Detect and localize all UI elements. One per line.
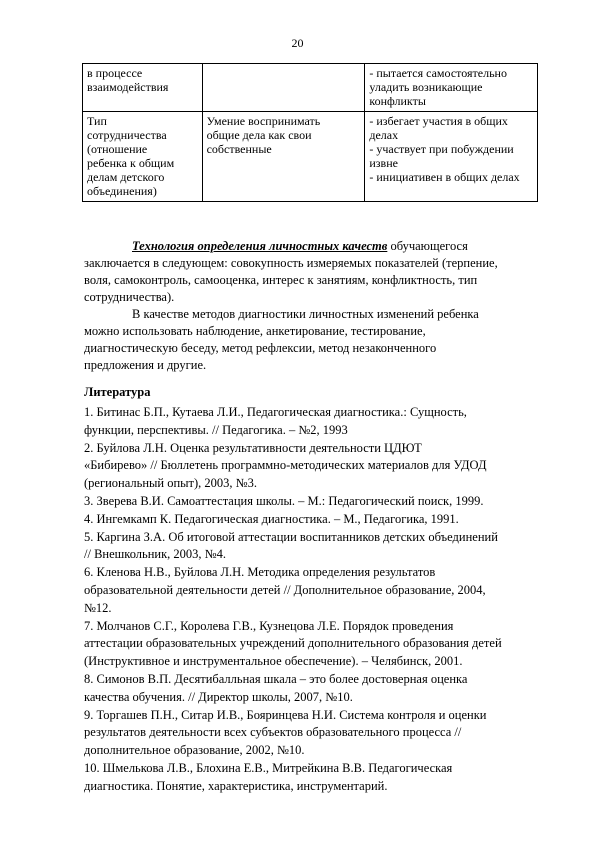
- cell-text: ребенка к общим: [87, 156, 175, 170]
- cell-text: взаимодействия: [87, 80, 169, 94]
- paragraph-line: можно использовать наблюдение, анкетирование, тестирование,: [84, 324, 426, 338]
- list-item: [84, 564, 556, 617]
- paragraph-line: сотрудничества).: [84, 290, 175, 304]
- table-cell: [365, 112, 538, 202]
- list-line: 9. Торгашев П.Н., Ситар И.В., Бояринцева Н.И. Система контроля и оценки: [84, 707, 487, 722]
- cell-text: - инициативен в общих делах: [369, 170, 520, 184]
- table-cell: [202, 112, 365, 202]
- list-item: [84, 404, 556, 440]
- list-line: дополнительное образование, 2002, №10.: [84, 743, 305, 758]
- list-line: диагностика. Понятие, характеристика, инструментарий.: [84, 778, 388, 793]
- list-line: // Внешкольник, 2003, №4.: [84, 547, 226, 562]
- list-line: 5. Каргина З.А. Об итоговой аттестации воспитанников детских объединений: [84, 529, 498, 544]
- cell-text: делах: [369, 128, 399, 142]
- list-line: аттестации образовательных учреждений дополнительного образования детей: [84, 636, 502, 651]
- list-line: 10. Шмелькова Л.В., Блохина Е.В., Митрейкина В.В. Педагогическая: [84, 760, 453, 775]
- cell-text: делам детского: [87, 170, 165, 184]
- table-row: [83, 64, 538, 112]
- list-item: [84, 760, 556, 796]
- cell-text: Умение воспринимать: [206, 114, 321, 128]
- table-cell: [83, 64, 203, 112]
- paragraph-line: диагностическую беседу, метод рефлексии, метод незаконченного: [84, 341, 437, 355]
- paragraph-text: В качестве методов диагностики личностных изменений ребенка: [132, 307, 479, 321]
- cell-text: конфликты: [369, 94, 426, 108]
- paragraph-line: воля, самоконтроль, самооценка, интерес к занятиям, конфликтность, тип: [84, 273, 478, 287]
- list-item: [84, 493, 556, 511]
- cell-text: извне: [369, 156, 398, 170]
- paragraph-line: заключается в следующем: совокупность измеряемых показателей (терпение,: [84, 256, 498, 270]
- cell-text: собственные: [206, 142, 272, 156]
- cell-text: Тип: [87, 114, 107, 128]
- paragraph-text: обучающегося: [387, 239, 468, 253]
- cell-text: в процессе: [87, 66, 143, 80]
- cell-text: - участвует при побуждении: [369, 142, 514, 156]
- table-cell: [365, 64, 538, 112]
- list-line: 3. Зверева В.И. Самоаттестация школы. – М.: Педагогический поиск, 1999.: [84, 493, 484, 508]
- table-cell: [202, 64, 365, 112]
- list-line: 6. Кленова Н.В., Буйлова Л.Н. Методика определения результатов: [84, 565, 436, 580]
- cell-text: общие дела как свои: [206, 128, 312, 142]
- list-line: 2. Буйлова Л.Н. Оценка результативности деятельности ЦДЮТ: [84, 440, 422, 455]
- list-item: [84, 707, 556, 760]
- list-line: (региональный опыт), 2003, №3.: [84, 476, 257, 491]
- list-line: (Инструктивное и инструментальное обеспечение). – Челябинск, 2001.: [84, 654, 463, 669]
- list-item: [84, 440, 556, 493]
- list-item: [84, 529, 556, 565]
- paragraph-line: [84, 238, 544, 255]
- paragraph-line: [84, 306, 544, 323]
- list-item: [84, 618, 556, 671]
- table-cell: [83, 112, 203, 202]
- table-row: [83, 112, 538, 202]
- qualities-table: [82, 63, 538, 202]
- paragraph-line: предложения и другие.: [84, 358, 207, 372]
- cell-text: - избегает участия в общих: [369, 114, 508, 128]
- literature-heading: Литература: [84, 385, 151, 399]
- list-line: результатов деятельности всех субъектов образовательного процесса //: [84, 725, 462, 740]
- list-line: качества обучения. // Директор школы, 2007, №10.: [84, 689, 353, 704]
- list-line: 8. Симонов В.П. Десятибалльная шкала – это более достоверная оценка: [84, 671, 468, 686]
- methods-paragraph: [84, 306, 544, 374]
- list-line: 4. Ингемкамп К. Педагогическая диагностика. – М., Педагогика, 1991.: [84, 511, 459, 526]
- cell-text: - пытается самостоятельно: [369, 66, 507, 80]
- literature-list: [84, 404, 556, 796]
- list-item: [84, 511, 556, 529]
- list-item: [84, 671, 556, 707]
- cell-text: (отношение: [87, 142, 148, 156]
- page-number: 20: [291, 36, 304, 50]
- technology-paragraph: [84, 238, 544, 306]
- cell-text: уладить возникающие: [369, 80, 483, 94]
- emphasized-term: Технология определения личностных качеств: [132, 239, 388, 253]
- cell-text: сотрудничества: [87, 128, 167, 142]
- list-line: №12.: [84, 600, 112, 615]
- list-line: 1. Битинас Б.П., Кутаева Л.И., Педагогическая диагностика.: Сущность,: [84, 405, 467, 419]
- list-line: функции, перспективы. // Педагогика. – №2, 1993: [84, 422, 348, 437]
- cell-text: объединения): [87, 184, 157, 198]
- list-line: «Бибирево» // Бюллетень программно-методических материалов для УДОД: [84, 458, 487, 473]
- list-line: образовательной деятельности детей // Дополнительное образование, 2004,: [84, 582, 486, 597]
- list-line: 7. Молчанов С.Г., Королева Г.В., Кузнецова Л.Е. Порядок проведения: [84, 618, 454, 633]
